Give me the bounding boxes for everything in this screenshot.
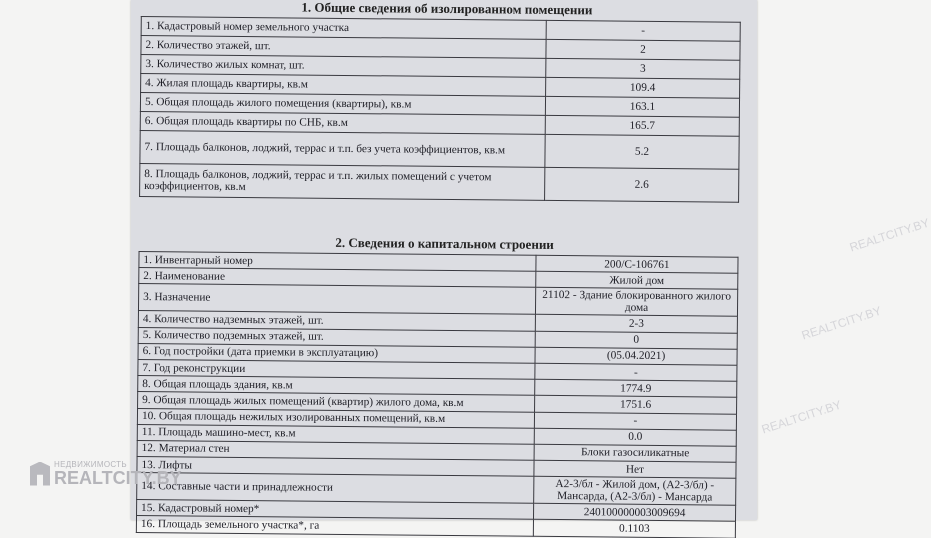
logo-tagline: НЕДВИЖИМОСТЬ — [54, 460, 127, 469]
row-value: Нет — [534, 460, 736, 478]
watermark-text: REALTCITY.BY — [759, 397, 844, 437]
row-label: 6. Год постройки (дата приемки в эксплуатацию) — [138, 343, 535, 363]
section-2-title: 2. Сведения о капитальном строении — [335, 234, 554, 252]
row-value: 109.4 — [546, 77, 740, 98]
row-value: Блоки газосиликатные — [534, 444, 736, 462]
row-label: 14. Составные части и принадлежности — [137, 473, 534, 504]
row-value: 3 — [546, 58, 740, 79]
row-label: 13. Лифты — [137, 457, 534, 477]
table-row — [140, 163, 739, 202]
row-label: 5. Количество подземных этажей, шт. — [138, 327, 535, 347]
logo-wordmark: REALTCITY.BY — [54, 468, 182, 488]
general-info-table — [139, 16, 741, 203]
row-value: 1774.9 — [535, 379, 737, 397]
row-value: 0.0 — [534, 428, 736, 446]
document-page — [131, 0, 757, 535]
row-label: 4. Жилая площадь квартиры, кв.м — [141, 74, 546, 97]
row-value: (05.04.2021) — [535, 347, 737, 365]
row-label: 16. Площадь земельного участка*, га — [136, 516, 533, 536]
row-label: 7. Год реконструкции — [138, 359, 535, 379]
row-value: 5.2 — [545, 134, 739, 169]
row-label: 8. Общая площадь здания, кв.м — [138, 376, 535, 396]
row-label: 10. Общая площадь нежилых изолированных помещений, кв.м — [137, 408, 534, 428]
building-info-table — [136, 251, 739, 538]
row-label: 3. Назначение — [138, 284, 535, 315]
row-label: 12. Материал стен — [137, 440, 534, 460]
section-1-title: 1. Общие сведения об изолированном помещении — [301, 0, 593, 18]
realtcity-logo — [30, 460, 182, 487]
row-value: 2 — [546, 39, 740, 60]
row-value: - — [534, 412, 736, 430]
row-value: Жилой дом — [536, 271, 738, 289]
row-value: - — [546, 20, 740, 41]
row-label: 1. Инвентарный номер — [139, 251, 536, 271]
watermark-text: REALTCITY.BY — [847, 215, 931, 255]
row-label: 9. Общая площадь жилых помещений (квартир) жилого дома, кв.м — [138, 392, 535, 412]
row-label: 8. Площадь балконов, лоджий, террас и т.п. жилых помещений с учетом коэффициентов, кв.м — [140, 163, 545, 200]
row-label: 1. Кадастровый номер земельного участка — [141, 17, 546, 40]
row-label: 3. Количество жилых комнат, шт. — [141, 55, 546, 78]
row-value: 2.6 — [545, 167, 739, 202]
row-label: 15. Кадастровый номер* — [137, 500, 534, 520]
row-value: 0.1103 — [533, 520, 735, 538]
row-value: 163.1 — [545, 96, 739, 117]
document-sheet — [136, 0, 753, 538]
row-value: 2-3 — [535, 315, 737, 333]
row-label: 5. Общая площадь жилого помещения (квартиры), кв.м — [140, 93, 545, 116]
row-value: 240100000003009694 — [533, 504, 735, 522]
row-label: 2. Наименование — [139, 268, 536, 288]
row-label: 2. Количество этажей, шт. — [141, 36, 546, 59]
row-label: 11. Площадь машино-мест, кв.м — [137, 424, 534, 444]
row-value: 1751.6 — [535, 396, 737, 414]
row-value: 0 — [535, 331, 737, 349]
house-logo-icon — [30, 462, 50, 486]
row-value: 200/C-106761 — [536, 255, 738, 273]
row-value: А2-3/бл - Жилой дом, (А2-3/бл) - Мансарда, (А2-3/бл) - Мансарда — [534, 477, 736, 506]
row-value: 165.7 — [545, 115, 739, 136]
row-label: 4. Количество надземных этажей, шт. — [138, 311, 535, 331]
row-value: 21102 - Здание блокированного жилого дома — [535, 288, 737, 317]
row-label: 7. Площадь балконов, лоджий, террас и т.п. без учета коэффициентов, кв.м — [140, 130, 545, 167]
row-value: - — [535, 363, 737, 381]
row-label: 6. Общая площадь квартиры по СНБ, кв.м — [140, 111, 545, 134]
watermark-text: REALTCITY.BY — [799, 303, 884, 343]
